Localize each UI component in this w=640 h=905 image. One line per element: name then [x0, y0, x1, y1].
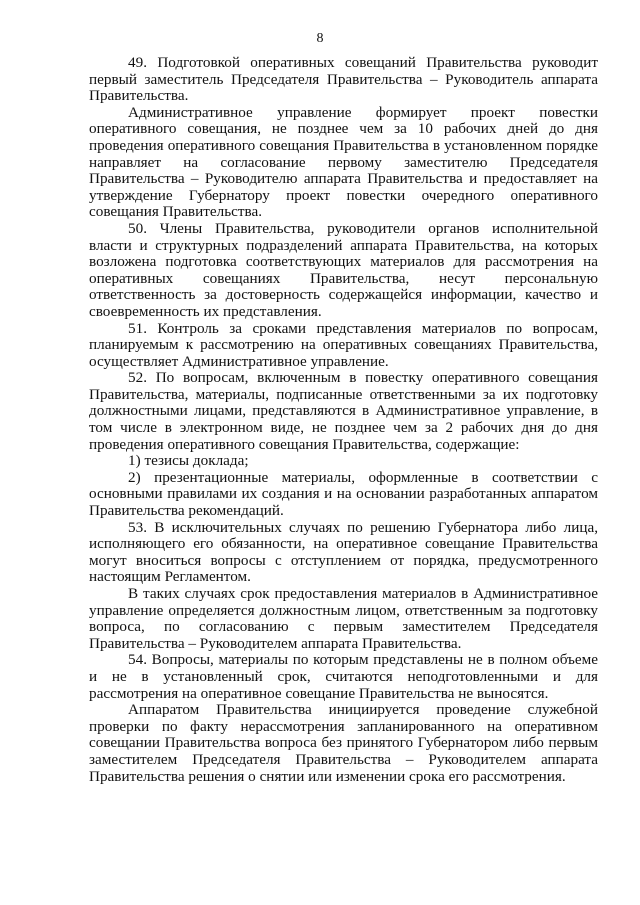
document-body	[89, 55, 598, 785]
paragraph-52: 52. По вопросам, включенным в повестку оперативного совещания Правительства, материалы, подписанные ответственными за их подготовку должностными лицами, представляются в Административное управление, в том числе в электронном виде, не позднее чем за 2 рабочих дня до дня проведения оперативного совещания Правительства, содержащие:	[89, 369, 598, 453]
paragraph-50: 50. Члены Правительства, руководители органов исполнительной власти и структурных подразделений аппарата Правительства, на которых возложена подготовка соответствующих материалов для рассмотрения на оперативных совещаниях Правительства, несут персональную ответственность за достоверность содержащейся информации, качество и своевременность их представления.	[89, 219, 598, 320]
paragraph-54-inspection: Аппаратом Правительства инициируется проведение служебной проверки по факту нерассмотрения запланированного на оперативном совещании Правительства вопроса без принятого Губернатором либо первым заместителем Председателя Правительства – Руководителем аппарата Правительства решения о снятии или изменении срока его рассмотрения.	[89, 701, 598, 785]
paragraph-53: 53. В исключительных случаях по решению Губернатора либо лица, исполняющего его обязанности, на оперативное совещание Правительства могут вноситься вопросы с отступлением от порядка, предусмотренного настоящим Регламентом.	[89, 518, 598, 586]
paragraph-54: 54. Вопросы, материалы по которым представлены не в полном объеме и не в установленный срок, считаются неподготовленными и для рассмотрения на оперативное совещание Правительства не выносятся.	[89, 651, 598, 702]
paragraph-53-deadline: В таких случаях срок предоставления материалов в Административное управление определяется должностным лицом, ответственным за подготовку вопроса, по согласованию с первым заместителем Председателя Правительства – Руководителем аппарата Правительства.	[89, 585, 598, 652]
paragraph-49-agenda: Административное управление формирует проект повестки оперативного совещания, не позднее чем за 10 рабочих дней до дня проведения оперативного совещания Правительства в установленном порядке направляет на согласование первому заместителю Председателя Правительства – Руководителю аппарата Правительства и предоставляет на утверждение Губернатору проект повестки очередного оперативного совещания Правительства.	[89, 103, 598, 221]
list-item-theses: 1) тезисы доклада;	[128, 452, 249, 470]
paragraph-49: 49. Подготовкой оперативных совещаний Правительства руководит первый заместитель Председателя Правительства – Руководитель аппарата Правительства.	[89, 54, 598, 105]
paragraph-51: 51. Контроль за сроками представления материалов по вопросам, планируемым к рассмотрению на оперативных совещаниях Правительства, осуществляет Административное управление.	[89, 319, 598, 370]
list-item-presentation: 2) презентационные материалы, оформленные в соответствии с основными правилами их создания и на основании разработанных аппаратом Правительства рекомендаций.	[89, 468, 598, 520]
page-number: 8	[316, 31, 324, 46]
